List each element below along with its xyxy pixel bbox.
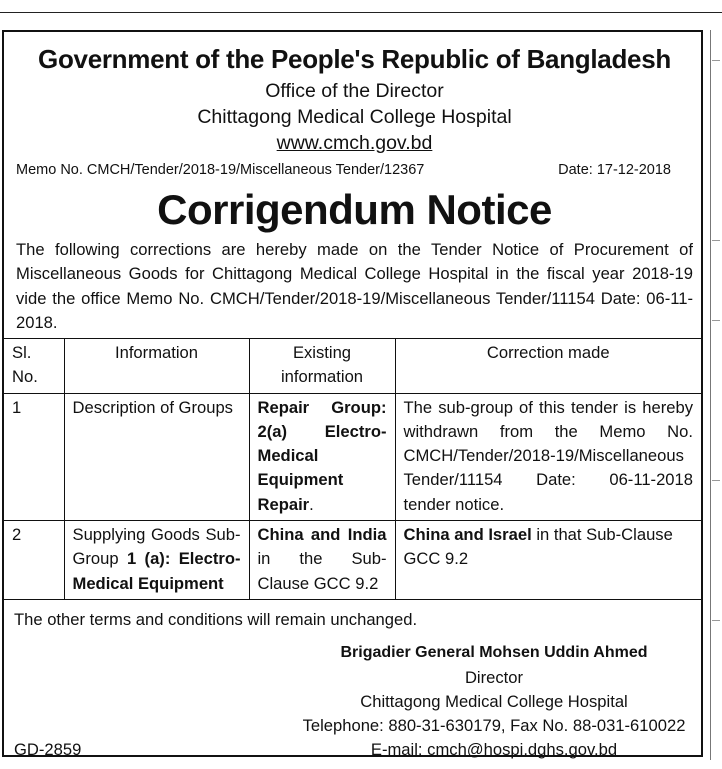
header-information: Information xyxy=(64,339,249,394)
table-row xyxy=(4,521,701,600)
adjacent-column-mark xyxy=(712,240,720,241)
ad-code: GD-2859 xyxy=(14,740,82,759)
website-link[interactable]: www.cmch.gov.bd xyxy=(276,132,433,154)
row-existing-information xyxy=(249,393,395,520)
notice-title: Corrigendum Notice xyxy=(157,186,552,233)
row-sl: 1 xyxy=(4,393,64,520)
adjacent-column-mark xyxy=(712,480,720,481)
adjacent-column-mark xyxy=(712,320,720,321)
memo-number: Memo No. CMCH/Tender/2018-19/Miscellaneous Tender/12367 xyxy=(16,162,425,178)
information-bold-text: 1 (a): Electro-Medical Equipment xyxy=(72,549,241,593)
hospital-heading: Chittagong Medical College Hospital xyxy=(197,106,512,128)
signatory-name: Brigadier General Mohsen Uddin Ahmed xyxy=(340,644,648,661)
header-correction-made: Correction made xyxy=(395,339,701,394)
intro-paragraph: The following corrections are hereby made on the Tender Notice of Procurement of Miscellaneous Goods for Chittagong Medical College Hospital in the fiscal year 2018-19 vide the office Memo No. CMCH/Tender/2018-19/Miscellaneous Tender/11154 Date: 06-11-2018. xyxy=(16,240,693,332)
signatory-hospital: Chittagong Medical College Hospital xyxy=(360,692,628,711)
email-link[interactable]: cmch@hospi.dghs.gov.bd xyxy=(427,740,618,759)
existing-bold-text: China and India xyxy=(257,525,387,545)
correction-bold-text: China and Israel xyxy=(403,525,532,545)
signatory-telephone: Telephone: 880-31-630179, Fax No. 88-031-610022 xyxy=(302,716,686,735)
office-heading: Office of the Director xyxy=(265,80,444,102)
footer-note: The other terms and conditions will remain unchanged. xyxy=(14,610,418,629)
table-header-row xyxy=(4,339,701,394)
correction-tail-text: in that Sub-Clause GCC 9.2 xyxy=(403,525,673,569)
existing-tail-text: . xyxy=(309,494,314,514)
signatory-email-line xyxy=(284,740,704,760)
adjacent-column-mark xyxy=(712,60,720,61)
top-divider-line xyxy=(0,12,722,13)
email-label: E-mail: xyxy=(370,740,423,759)
table-row xyxy=(4,393,701,520)
correction-tail-text: tender notice. xyxy=(403,494,505,514)
row-existing-information xyxy=(249,521,395,600)
information-text: Description of Groups xyxy=(72,397,233,417)
existing-tail-text: in the Sub-Clause GCC 9.2 xyxy=(257,549,387,593)
signatory-designation: Director xyxy=(464,668,524,687)
notice-frame xyxy=(2,30,703,757)
memo-date: Date: 17-12-2018 xyxy=(558,162,671,178)
row-information xyxy=(64,521,249,600)
existing-bold-text: Repair Group: 2(a) Electro-Medical Equipment Repair xyxy=(257,397,387,514)
information-text: Supplying Goods Sub-Group xyxy=(72,525,241,569)
row-correction-made xyxy=(395,521,701,600)
row-correction-made xyxy=(395,393,701,520)
adjacent-column-divider xyxy=(710,30,711,760)
row-information xyxy=(64,393,249,520)
adjacent-column-mark xyxy=(712,620,720,621)
correction-body-text: The sub-group of this tender is hereby withdrawn from the Memo No. CMCH/Tender/2018-19/Miscellaneous Tender/11154 Date: 06-11-2018 xyxy=(403,397,693,490)
government-heading: Government of the People's Republic of Bangladesh xyxy=(38,44,671,74)
header-existing-information: Existing information xyxy=(249,339,395,394)
header-sl-no: Sl. No. xyxy=(4,339,64,394)
row-sl: 2 xyxy=(4,521,64,600)
corrections-table xyxy=(4,338,701,600)
